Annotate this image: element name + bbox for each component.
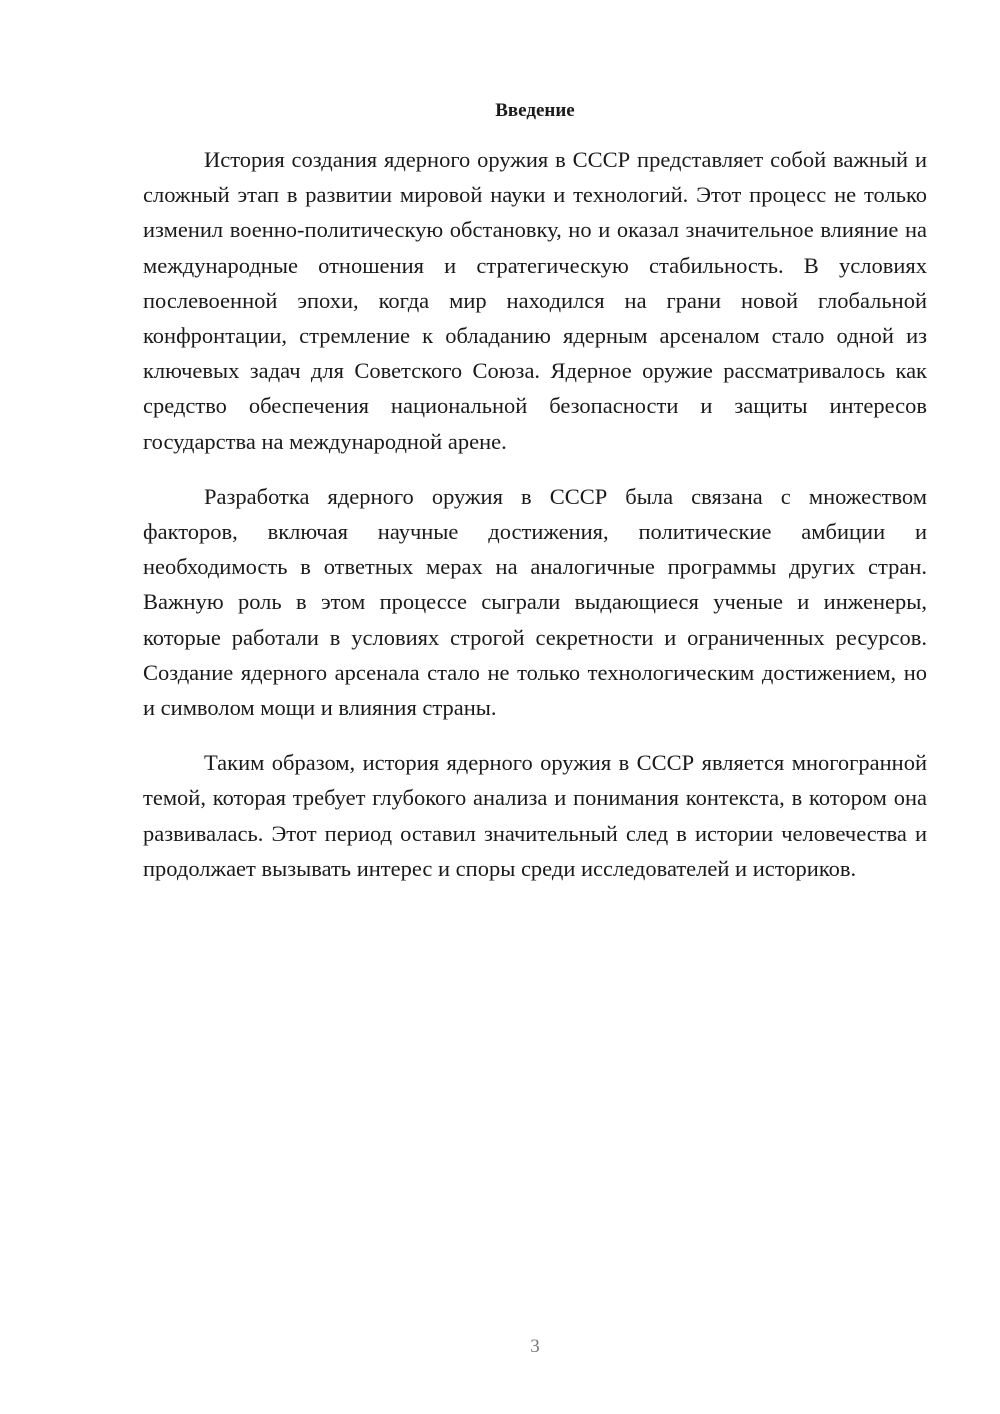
paragraph-2: Разработка ядерного оружия в СССР была связана с множеством факторов, включая научные достижения, политические амбиции и необходимость в ответных мерах на аналогичные программы других стран. Важную роль в этом процессе сыграли выдающиеся ученые и инженеры, которые работали в условиях строгой секретности и ограниченных ресурсов. Создание ядерного арсенала стало не только технологическим достижением, но и символом мощи и влияния страны. (143, 483, 927, 721)
body-text (143, 142, 927, 906)
paragraph-3: Таким образом, история ядерного оружия в СССР является многогранной темой, которая требует глубокого анализа и понимания контекста, в котором она развивалась. Этот период оставил значительный след в истории человечества и продолжает вызывать интерес и споры среди исследователей и историков. (143, 750, 927, 881)
section-heading: Введение (495, 100, 575, 121)
page-number: 3 (530, 1336, 540, 1357)
paragraph-1: История создания ядерного оружия в СССР представляет собой важный и сложный этап в развитии мировой науки и технологий. Этот процесс не только изменил военно-политическую обстановку, но и оказал значительное влияние на международные отношения и стратегическую стабильность. В условиях послевоенной эпохи, когда мир находился на грани новой глобальной конфронтации, стремление к обладанию ядерным арсеналом стало одной из ключевых задач для Советского Союза. Ядерное оружие рассматривалось как средство обеспечения национальной безопасности и защиты интересов государства на международной арене. (143, 147, 927, 454)
